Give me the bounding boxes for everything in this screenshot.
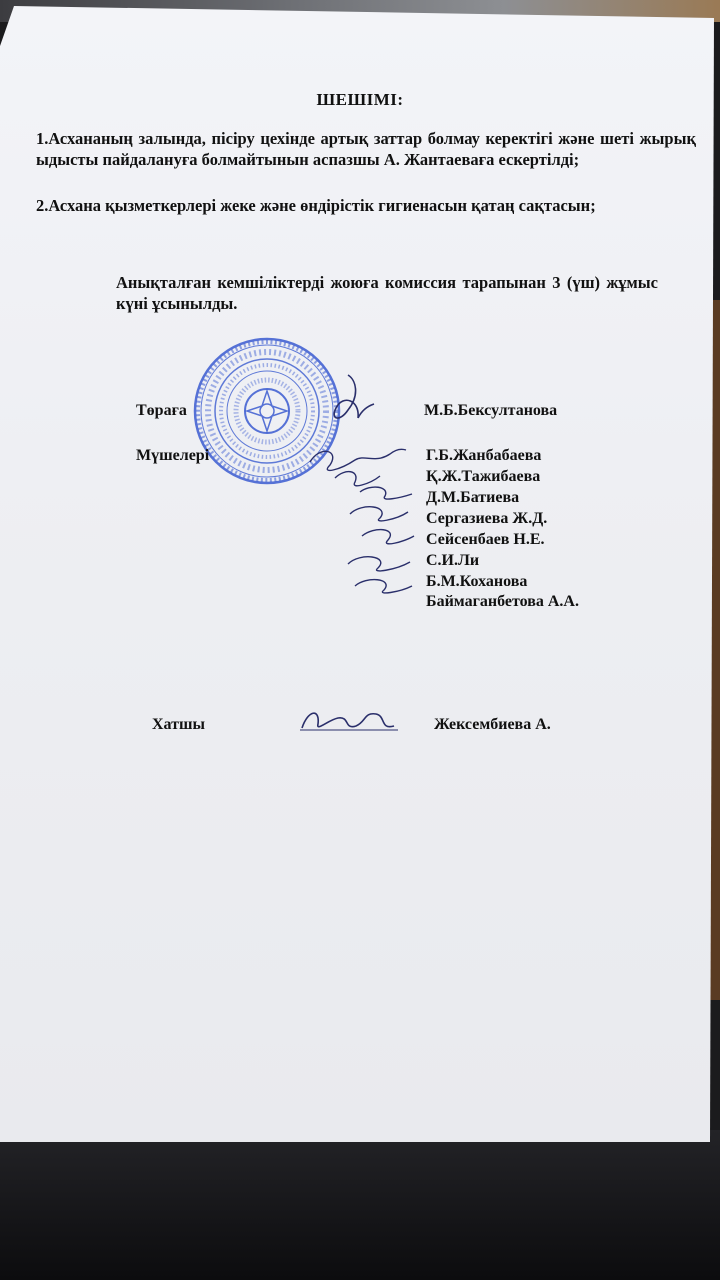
deadline-note: Анықталған кемшіліктерді жоюға комиссия тарапынан 3 (үш) жұмыс күні ұсынылды. bbox=[116, 273, 658, 313]
member-name: Сергазиева Ж.Д. bbox=[426, 510, 548, 527]
signature-secretary bbox=[294, 700, 404, 740]
members-label: Мүшелері bbox=[136, 447, 210, 464]
secretary-name: Жексембиева А. bbox=[434, 716, 551, 733]
secretary-label: Хатшы bbox=[152, 716, 205, 733]
chair-name: М.Б.Бексултанова bbox=[424, 402, 558, 419]
member-name: Д.М.Батиева bbox=[426, 489, 520, 506]
signature-members bbox=[300, 440, 420, 610]
member-name: С.И.Ли bbox=[426, 552, 480, 569]
document-title: ШЕШІМІ: bbox=[316, 90, 404, 109]
decision-item-2: 2.Асхана қызметкерлері жеке және өндірістік гигиенасын қатаң сақтасын; bbox=[36, 196, 596, 215]
member-name: Қ.Ж.Тажибаева bbox=[426, 468, 541, 485]
decision-item-1: 1.Асхананың залында, пісіру цехінде артық заттар болмау керектігі және шеті жырық ыдысты пайдалануға болмайтынын аспазшы А. Жантаеваға ескертілді; bbox=[36, 129, 696, 169]
member-name: Баймаганбетова А.А. bbox=[426, 593, 579, 610]
member-name: Сейсенбаев Н.Е. bbox=[426, 531, 545, 548]
member-name: Г.Б.Жанбабаева bbox=[426, 447, 542, 464]
signature-chair bbox=[318, 370, 378, 440]
chair-label: Төраға bbox=[136, 402, 187, 419]
member-name: Б.М.Коханова bbox=[426, 573, 528, 590]
